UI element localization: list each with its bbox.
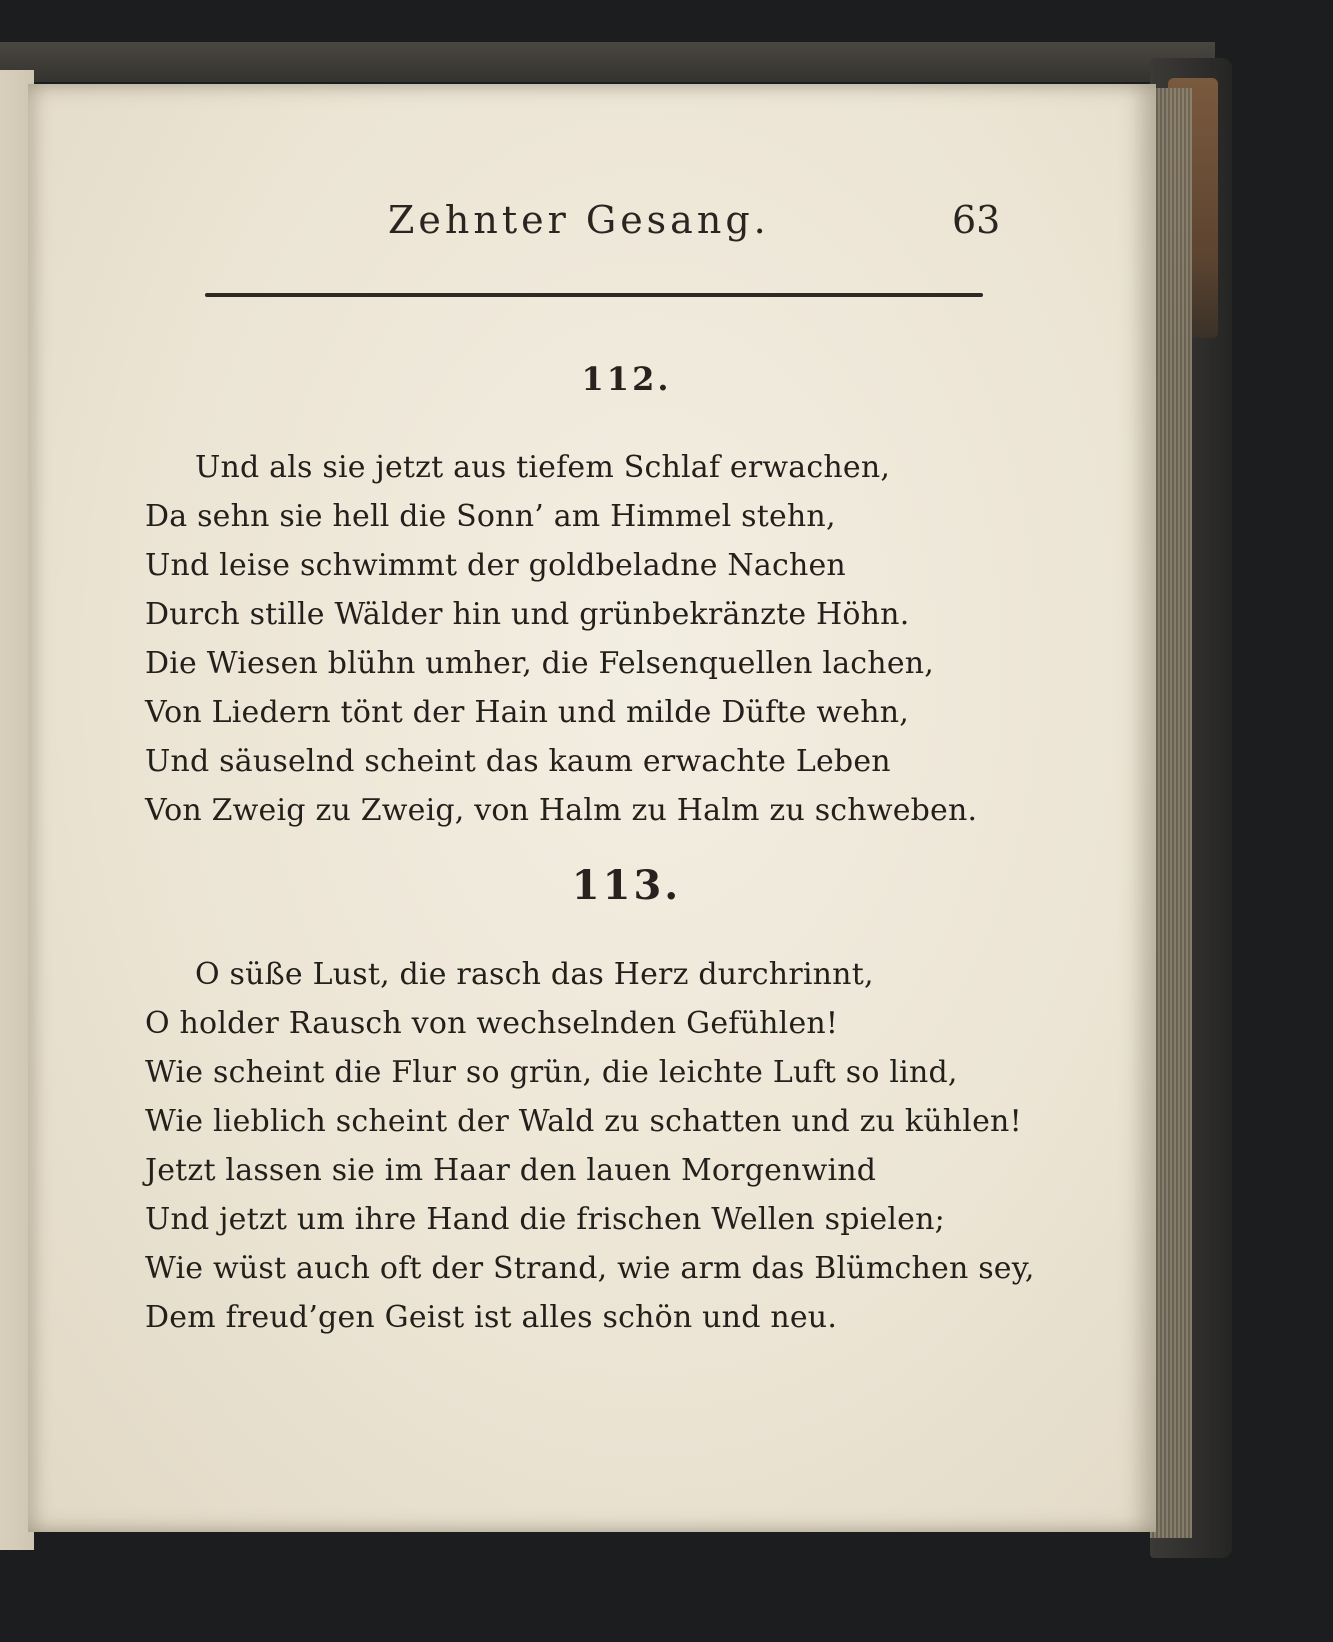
verse-line: Die Wiesen blühn umher, die Felsenquellen lachen, <box>145 646 935 681</box>
page-number: 63 <box>952 198 1001 242</box>
verse-line: O süße Lust, die rasch das Herz durchrinnt, <box>195 957 874 992</box>
stanza <box>145 443 1015 835</box>
page-block-edge <box>1150 88 1192 1538</box>
verse-line: Wie lieblich scheint der Wald zu schatten und zu kühlen! <box>145 1104 1022 1139</box>
verse-line: Von Liedern tönt der Hain und milde Düfte wehn, <box>145 695 909 730</box>
chapter-title: Zehnter Gesang. <box>388 198 770 242</box>
header-rule <box>205 293 983 297</box>
verse-line: Und säuselnd scheint das kaum erwachte Leben <box>145 744 891 779</box>
running-head <box>0 198 1333 248</box>
verse-line: O holder Rausch von wechselnden Gefühlen! <box>145 1006 839 1041</box>
stanza-number: 113. <box>571 862 682 909</box>
verse-line: Und jetzt um ihre Hand die frischen Wellen spielen; <box>145 1202 945 1237</box>
verse-line: Wie scheint die Flur so grün, die leichte Luft so lind, <box>145 1055 958 1090</box>
verse-line: Und als sie jetzt aus tiefem Schlaf erwachen, <box>195 450 891 485</box>
verse-line: Dem freud’gen Geist ist alles schön und neu. <box>145 1300 838 1335</box>
verse-line: Und leise schwimmt der goldbeladne Nachen <box>145 548 846 583</box>
verse-line: Jetzt lassen sie im Haar den lauen Morgenwind <box>145 1153 877 1188</box>
stanza-number: 112. <box>581 360 672 398</box>
verse-line: Wie wüst auch oft der Strand, wie arm das Blümchen sey, <box>145 1251 1035 1286</box>
stanza <box>145 950 1035 1342</box>
book-cover-top <box>0 42 1215 82</box>
verse-line: Da sehn sie hell die Sonn’ am Himmel stehn, <box>145 499 836 534</box>
verse-line: Durch stille Wälder hin und grünbekränzte Höhn. <box>145 597 910 632</box>
verse-line: Von Zweig zu Zweig, von Halm zu Halm zu schweben. <box>145 793 978 828</box>
